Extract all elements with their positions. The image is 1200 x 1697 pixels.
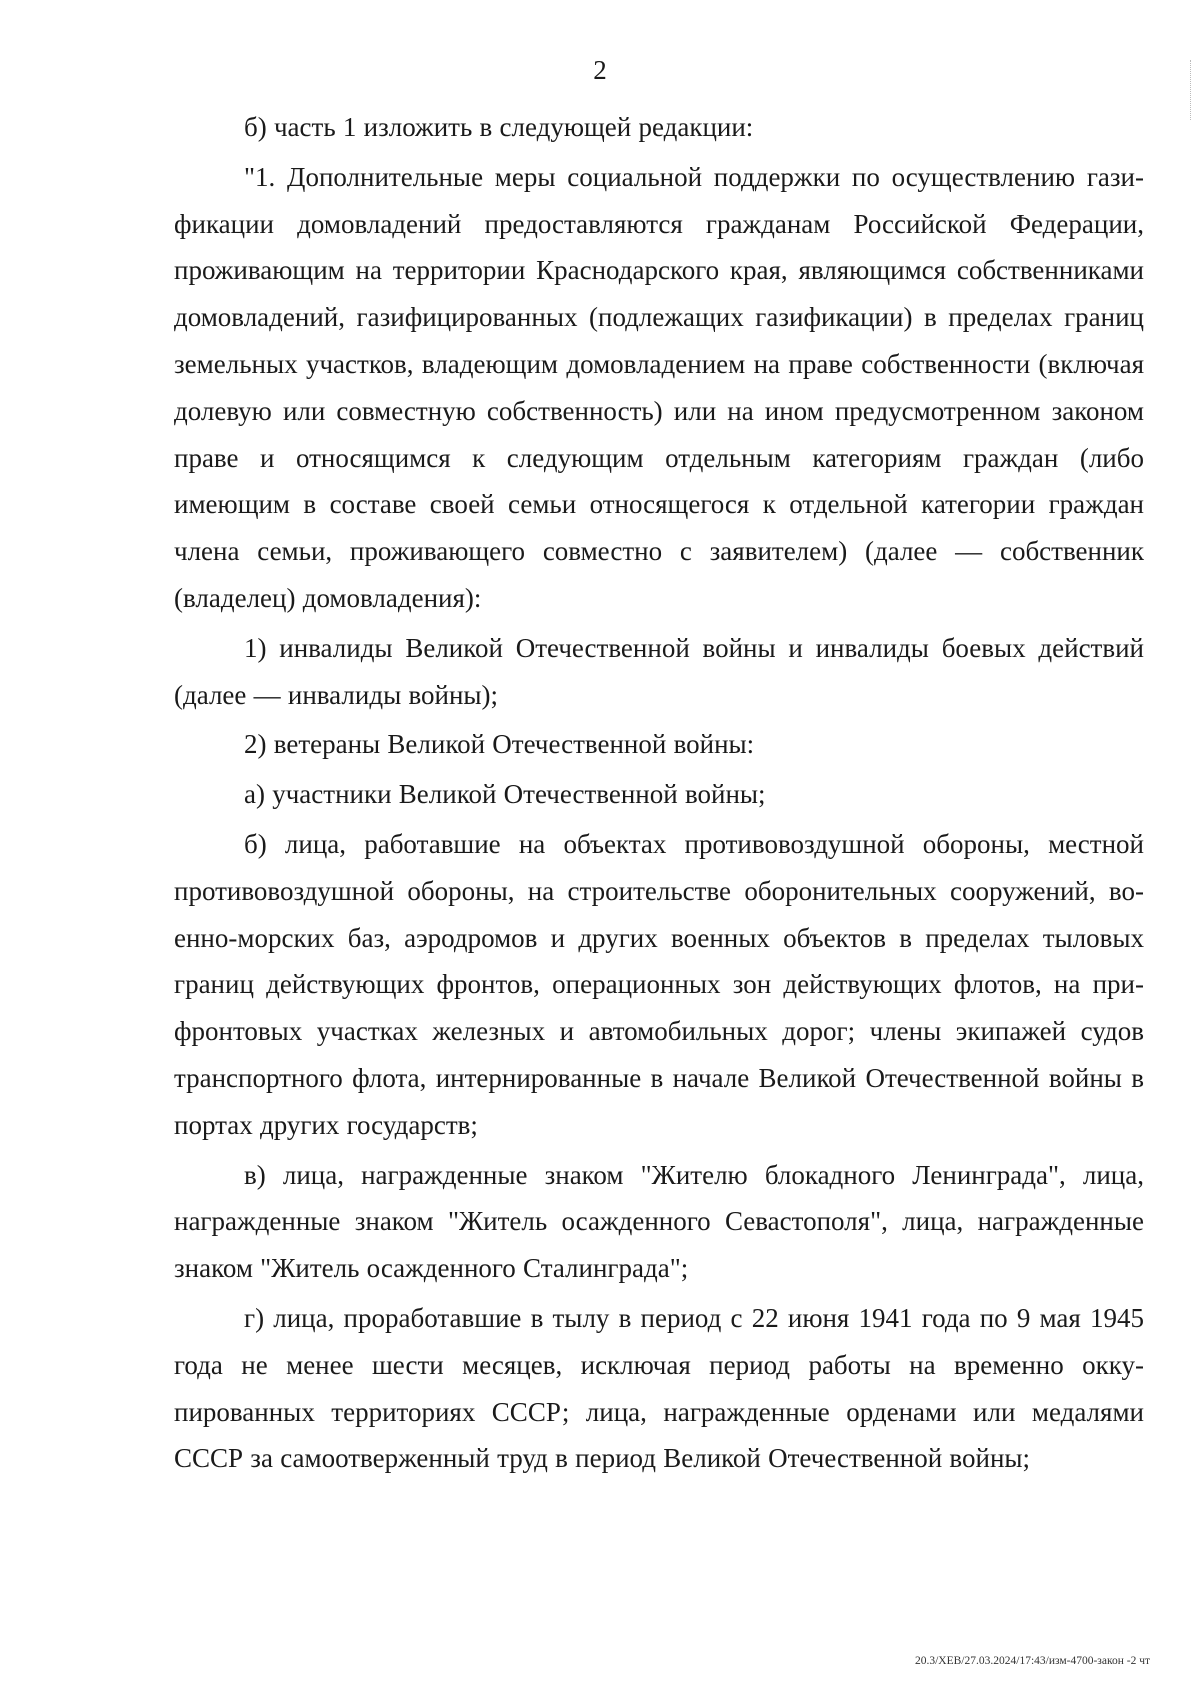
paragraph-subitem-a: а) участники Великой Отечественной войны; xyxy=(244,779,766,810)
paragraph-subitem-g: г) лица, проработавшие в тылу в период с 22 июня 1941 года по 9 мая 1945 года не менее шести месяцев, исключая период работы на временно оккупированных территориях СССР; лица, награжденные орденами или медалями СССР за самоотверженный труд в период Великой Отечественной войны; xyxy=(174,1302,1144,1474)
paragraph-clause-1: "1. Дополнительные меры социальной поддержки по осуществлению газификации домовладений предоставляются гражданам Российской Федерации, проживающим на территории Краснодарского края, являющимся собственниками домовладений, газифицированных (подлежащих газификации) в пределах границ земельных участков, владеющим домовладением на праве собственности (включая долевую или совместную собственность) или на ином предусмотренном законом праве и относящимся к следующим отдельным категориям граждан (либо имеющим в составе своей семьи относящегося к отдельной категории граждан члена семьи, проживающего совместно с заявителем) (далее — собственник (владелец) домовладения): xyxy=(174,161,1144,613)
paragraph-amendment-intro: б) часть 1 изложить в следующей редакции: xyxy=(244,112,754,142)
page-number: 2 xyxy=(593,55,607,85)
paragraph-item-2: 2) ветераны Великой Отечественной войны: xyxy=(244,729,755,760)
document-footer-stamp: 20.3/ХЕВ/27.03.2024/17:43/изм-4700-закон -2 чт xyxy=(914,1655,1150,1667)
paragraph-item-1: 1) инвалиды Великой Отечественной войны и инвалиды боевых действий (далее — инвалиды войны); xyxy=(174,632,1144,710)
scan-margin-mark xyxy=(1190,60,1192,120)
document-body xyxy=(174,104,1144,1485)
paragraph-subitem-b: б) лица, работавшие на объектах противовоздушной обороны, местной противовоздушной обороны, на строительстве оборонительных сооружений, военно-морских баз, аэродромов и других военных объектов в пределах тыловых границ действующих фронтов, операционных зон действующих флотов, на прифронтовых участках железных и автомобильных дорог; члены экипажей судов транспортного флота, интернированные в начале Великой Отечественной войны в портах других государств; xyxy=(174,828,1144,1140)
paragraph-subitem-v: в) лица, награжденные знаком "Жителю блокадного Ленинграда", лица, награжденные знаком "Житель осажденного Севастополя", лица, награжденные знаком "Житель осажденного Сталинграда"; xyxy=(174,1159,1144,1284)
